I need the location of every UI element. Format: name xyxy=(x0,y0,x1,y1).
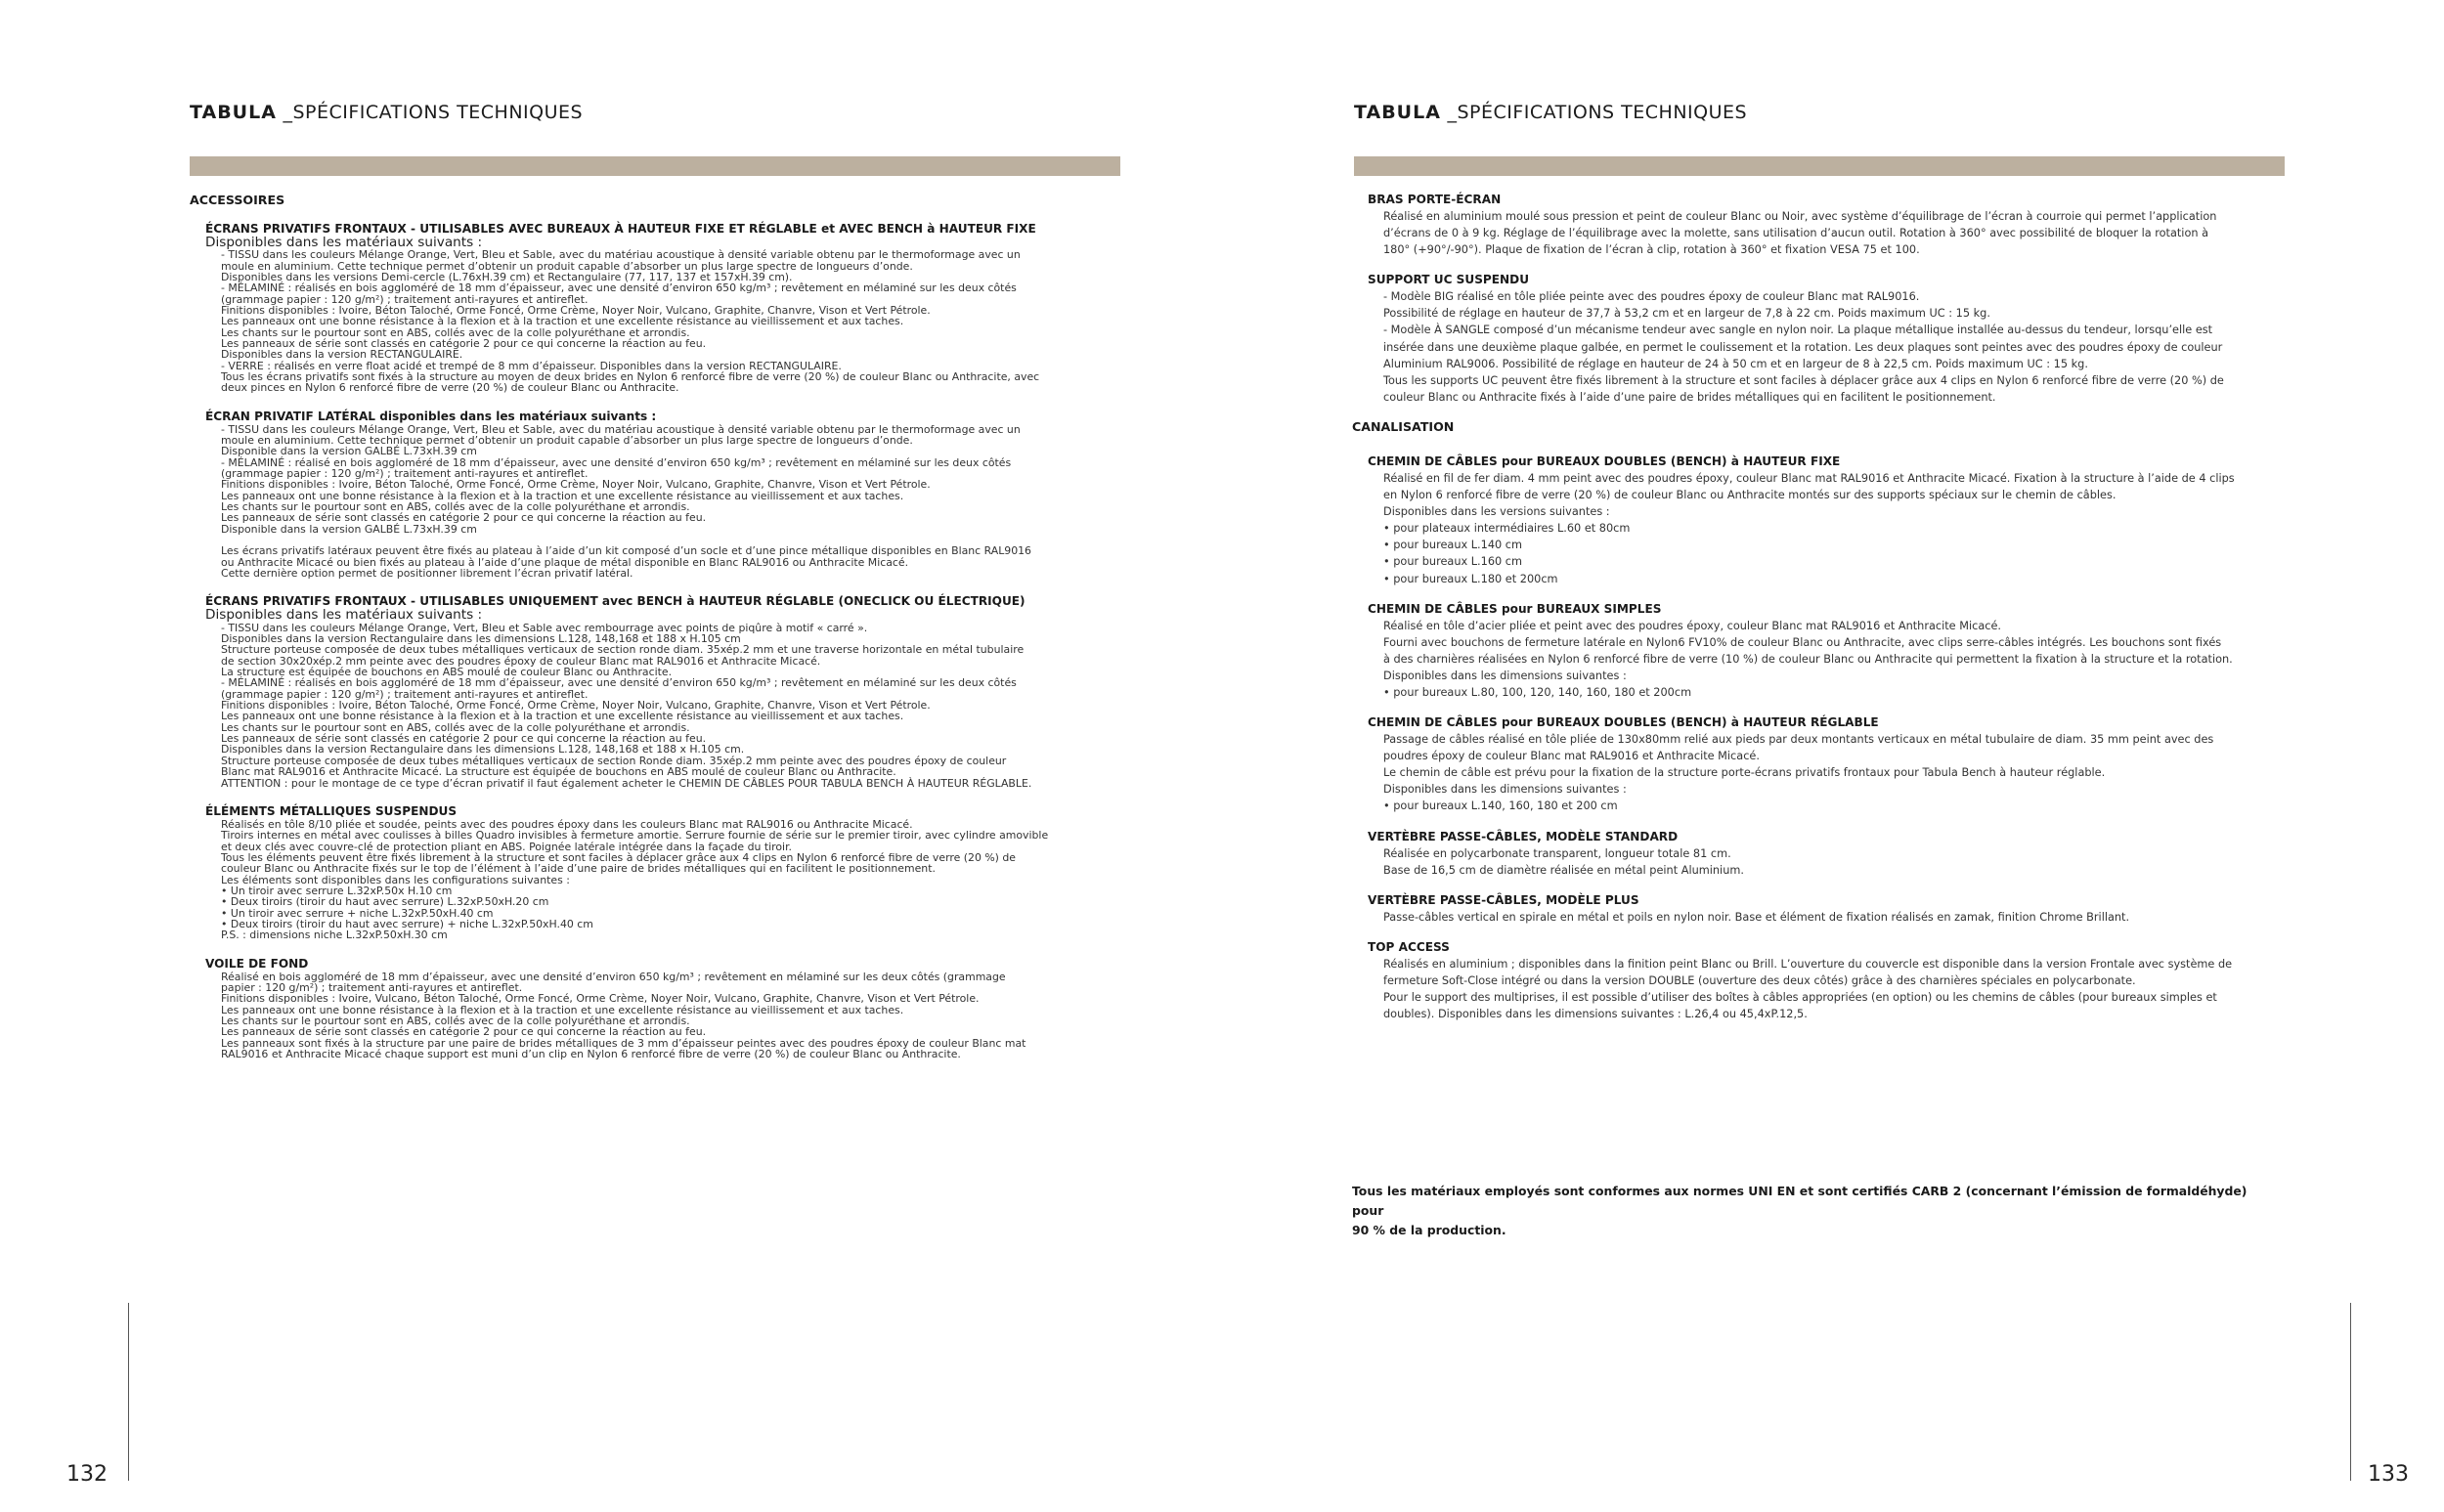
right-page-rule xyxy=(2350,1303,2351,1481)
group-body: Réalisé en aluminium moulé sous pression et peint de couleur Blanc ou Noir, avec système d’équilibrage de l’écran à courroie qui permet l’application d’écrans de 0 à 9 kg. Réglage de l’équilibrage avec la molette, sans utilisation d’aucun outil. Rotation à 360° avec possibilité de bloquer la rotation à 180° (+90°/-90°). Plaque de fixation de l’écran à clip, rotation à 360° et fixation VESA 75 et 100. xyxy=(1383,210,2217,257)
group-ecrans-frontaux xyxy=(205,221,1120,394)
group-body: Réalisée en polycarbonate transparent, longueur totale 81 cm. Base de 16,5 cm de diamètre réalisée en métal peint Aluminium. xyxy=(1383,846,1744,877)
group-title: CHEMIN DE CÂBLES pour BUREAUX DOUBLES (BENCH) à HAUTEUR FIXE xyxy=(1368,454,1841,468)
group-title: SUPPORT UC SUSPENDU xyxy=(1368,273,1530,287)
group-elements-metalliques xyxy=(205,803,1120,941)
left-page-header xyxy=(190,102,583,123)
group-vertebre-plus xyxy=(1368,892,2283,926)
page-number-right: 133 xyxy=(2368,1462,2409,1487)
group-body: Réalisé en tôle d’acier pliée et peint avec des poudres époxy, couleur Blanc mat RAL9016 et Anthracite Micacé. Fourni avec bouchons de fermeture latérale en Nylon6 FV10% de couleur Blanc ou Anthracite, avec clips serre-câbles intégrés. Les bouchons sont fixés à des charnières réalisées en Nylon 6 renforcé fibre de verre (10 %) de couleur Blanc ou Anthracite qui permettent la fixation à la structure et la rotation. Disponibles dans les dimensions suivantes : • pour bureaux L.80, 100, 120, 140, 160, 180 et 200cm xyxy=(1383,619,2233,699)
left-header-bar xyxy=(190,156,1120,176)
group-bras-porte-ecran xyxy=(1368,192,2283,258)
group-body: - TISSU dans les couleurs Mélange Orange, Vert, Bleu et Sable, avec du matériau acoustique à densité variable obtenu par le thermoformage avec un moule en aluminium. Cette technique permet d’obtenir un produit capable d’absorber un plus large spectre de longueurs d’onde. Disponible dans la version GALBÉ L.73xH.39 cm - MÉLAMINÉ : réalisé en bois aggloméré de 18 mm d’épaisseur, avec une densité d’environ 650 kg/m³ ; revêtement en mélaminé sur les deux côtés (grammage papier : 120 g/m²) ; traitement anti-rayures et antireflet. Finitions disponibles : Ivoire, Béton Taloché, Orme Foncé, Orme Crème, Noyer Noir, Vulcano, Graphite, Chanvre, Vison et Vert Pétrole. Les panneaux ont une bonne résistance à la flexion et à la traction et une excellente résistance au vieillissement et aux taches. Les chants sur le pourtour sont en ABS, collés avec de la colle polyuréthane et arrondis. Les panneaux de série sont classés en catégorie 2 pour ce qui concerne la réaction au feu. Disponible dans la version GALBÉ L.73xH.39 cm Les écrans privatifs latéraux peuvent être fixés au plateau à l’aide d’un kit composé d’un socle et d’une pince métallique disponibles en Blanc RAL9016 ou Anthracite Micacé ou bien fixés au plateau à l’aide d’une plaque de métal disponible en Blanc RAL9016 ou Anthracite Micacé. Cette dernière option permet de positionner librement l’écran privatif latéral. xyxy=(221,422,1031,581)
right-page-header xyxy=(1354,102,1747,123)
section-title-accessoires: ACCESSOIRES xyxy=(190,193,285,207)
left-content xyxy=(190,193,1120,1074)
group-body: Passage de câbles réalisé en tôle pliée de 130x80mm relié aux pieds par deux montants verticaux en métal tubulaire de diam. 35 mm peint avec des poudres époxy de couleur Blanc mat RAL9016 et Anthracite Micacé. Le chemin de câble est prévu pour la fixation de la structure porte-écrans privatifs frontaux pour Tabula Bench à hauteur réglable. Disponibles dans les dimensions suivantes : • pour bureaux L.140, 160, 180 et 200 cm xyxy=(1383,733,2214,813)
group-subtitle: Disponibles dans les matériaux suivants : xyxy=(205,235,483,250)
group-chemin-bench-fixe xyxy=(1368,454,2283,587)
group-top-access xyxy=(1368,939,2283,1022)
group-body: Réalisés en tôle 8/10 pliée et soudée, peints avec des poudres époxy dans les couleurs Blanc mat RAL9016 ou Anthracite Micacé. Tiroirs internes en métal avec coulisses à billes Quadro invisibles à fermeture amortie. Serrure fournie de série sur le premier tiroir, avec cylindre amovible et deux clés avec couvre-clé de protection pliant en ABS. Poignée latérale intégrée dans la façade du tiroir. Tous les éléments peuvent être fixés librement à la structure et sont faciles à déplacer grâce aux 4 clips en Nylon 6 renforcé fibre de verre (20 %) de couleur Blanc ou Anthracite fixés sur le top de l’élément à l’aide d’une paire de brides métalliques qui en facilitent le positionnement. Les éléments sont disponibles dans les configurations suivantes : • Un tiroir avec serrure L.32xP.50x H.10 cm • Deux tiroirs (tiroir du haut avec serrure) L.32xP.50xH.20 cm • Un tiroir avec serrure + niche L.32xP.50xH.40 cm • Deux tiroirs (tiroir du haut avec serrure) + niche L.32xP.50xH.40 cm P.S. : dimensions niche L.32xP.50xH.30 cm xyxy=(221,817,1049,942)
group-body: Réalisé en bois aggloméré de 18 mm d’épaisseur, avec une densité d’environ 650 kg/m³ ; revêtement en mélaminé sur les deux côtés (grammage papier : 120 g/m²) ; traitement anti-rayures et antireflet. Finitions disponibles : Ivoire, Vulcano, Béton Taloché, Orme Foncé, Orme Crème, Noyer Noir, Vulcano, Graphite, Chanvre, Vison et Vert Pétrole. Les panneaux ont une bonne résistance à la flexion et à la traction et une excellente résistance au vieillissement et aux taches. Les chants sur le pourtour sont en ABS, collés avec de la colle polyuréthane et arrondis. Les panneaux de série sont classés en catégorie 2 pour ce qui concerne la réaction au feu. Les panneaux sont fixés à la structure par une paire de brides métalliques de 3 mm d’épaisseur peintes avec des poudres époxy de couleur Blanc mat RAL9016 et Anthracite Micacé chaque support est muni d’un clip en Nylon 6 renforcé fibre de verre (20 %) de couleur Blanc ou Anthracite. xyxy=(221,970,1026,1061)
group-title: CHEMIN DE CÂBLES pour BUREAUX SIMPLES xyxy=(1368,601,1662,616)
group-title: VERTÈBRE PASSE-CÂBLES, MODÈLE STANDARD xyxy=(1368,829,1679,843)
certification-note: Tous les matériaux employés sont conformes aux normes UNI EN et sont certifiés CARB 2 (concernant l’émission de formaldéhyde) pour 90 % de la production. xyxy=(1352,1184,2248,1237)
group-voile-de-fond xyxy=(205,956,1120,1060)
group-support-uc xyxy=(1368,272,2283,406)
group-chemin-bench-reglable xyxy=(1368,714,2283,814)
group-ecrans-bench-reglable xyxy=(205,593,1120,788)
group-title: VOILE DE FOND xyxy=(205,956,309,971)
group-title: VERTÈBRE PASSE-CÂBLES, MODÈLE PLUS xyxy=(1368,892,1639,907)
group-body: Réalisés en aluminium ; disponibles dans la finition peint Blanc ou Brill. L’ouverture du couvercle est disponible dans la version Frontale avec système de fermeture Soft-Close intégré ou dans la version DOUBLE (ouverture des deux côtés) grâce à des charnières spéciales en polycarbonate. Pour le support des multiprises, il est possible d’utiliser des boîtes à câbles appropriées (en option) ou les chemins de câbles (pour bureaux simples et doubles). Disponibles dans les dimensions suivantes : L.26,4 ou 45,4xP.12,5. xyxy=(1383,957,2233,1021)
group-ecran-lateral xyxy=(205,409,1120,580)
group-title: ÉLÉMENTS MÉTALLIQUES SUSPENDUS xyxy=(205,803,458,818)
group-vertebre-standard xyxy=(1368,829,2283,879)
group-body: - TISSU dans les couleurs Mélange Orange, Vert, Bleu et Sable avec rembourrage avec points de piqûre à motif « carré ». Disponibles dans la version Rectangulaire dans les dimensions L.128, 148,168 et 188 x H.105 cm Structure porteuse composée de deux tubes métalliques verticaux de section ronde diam. 35xép.2 mm et une traverse horizontale en métal tubulaire de section 30x20xép.2 mm peinte avec des poudres époxy de couleur Blanc mat RAL9016 et Anthracite Micacé. La structure est équipée de bouchons en ABS moulé de couleur Blanc ou Anthracite. - MÉLAMINÉ : réalisés en bois aggloméré de 18 mm d’épaisseur, avec une densité d’environ 650 kg/m³ ; revêtement en mélaminé sur les deux côtés (grammage papier : 120 g/m²) ; traitement anti-rayures et antireflet. Finitions disponibles : Ivoire, Béton Taloché, Orme Foncé, Orme Crème, Noyer Noir, Vulcano, Graphite, Chanvre, Vison et Vert Pétrole. Les panneaux ont une bonne résistance à la flexion et à la traction et une excellente résistance au vieillissement et aux taches. Les chants sur le pourtour sont en ABS, collés avec de la colle polyuréthane et arrondis. Les panneaux de série sont classés en catégorie 2 pour ce qui concerne la réaction au feu. Disponibles dans la version Rectangulaire dans les dimensions L.128, 148,168 et 188 x H.105 cm. Structure porteuse composée de deux tubes métalliques verticaux de section Ronde diam. 35xép.2 mm peinte avec des poudres époxy de couleur Blanc mat RAL9016 et Anthracite Micacé. La structure est équipée de bouchons en ABS moulé de couleur Blanc ou Anthracite. ATTENTION : pour le montage de ce type d’écran privatif il faut également acheter le CHEMIN DE CÂBLES POUR TABULA BENCH À HAUTEUR RÉGLABLE. xyxy=(221,621,1032,790)
group-chemin-bureaux-simples xyxy=(1368,601,2283,701)
right-header-bar xyxy=(1354,156,2285,176)
header-brand: TABULA xyxy=(190,102,277,123)
header-title: _SPÉCIFICATIONS TECHNIQUES xyxy=(276,102,584,123)
header-brand: TABULA xyxy=(1354,102,1441,123)
group-title: ÉCRANS PRIVATIFS FRONTAUX - UTILISABLES UNIQUEMENT avec BENCH à HAUTEUR RÉGLABLE (ONECLICK OU ÉLECTRIQUE) xyxy=(205,594,1026,609)
header-title: _SPÉCIFICATIONS TECHNIQUES xyxy=(1440,102,1748,123)
group-title: TOP ACCESS xyxy=(1368,939,1450,954)
group-body: - TISSU dans les couleurs Mélange Orange, Vert, Bleu et Sable, avec du matériau acoustique à densité variable obtenu par le thermoformage avec un moule en aluminium. Cette technique permet d’obtenir un produit capable d’absorber un plus large spectre de longueurs d’onde. Disponibles dans les versions Demi-cercle (L.76xH.39 cm) et Rectangulaire (77, 117, 137 et 157xH.39 cm). - MÉLAMINÉ : réalisés en bois aggloméré de 18 mm d’épaisseur, avec une densité d’environ 650 kg/m³ ; revêtement en mélaminé sur les deux côtés (grammage papier : 120 g/m²) ; traitement anti-rayures et antireflet. Finitions disponibles : Ivoire, Béton Taloché, Orme Foncé, Orme Crème, Noyer Noir, Vulcano, Graphite, Chanvre, Vison et Vert Pétrole. Les panneaux ont une bonne résistance à la flexion et à la traction et une excellente résistance au vieillissement et aux taches. Les chants sur le pourtour sont en ABS, collés avec de la colle polyuréthane et arrondis. Les panneaux de série sont classés en catégorie 2 pour ce qui concerne la réaction au feu. Disponibles dans la version RECTANGULAIRE. - VERRE : réalisés en verre float acidé et trempé de 8 mm d’épaisseur. Disponibles dans la version RECTANGULAIRE. Tous les écrans privatifs sont fixés à la structure au moyen de deux brides en Nylon 6 renforcé fibre de verre (20 %) de couleur Blanc ou Anthracite, avec deux pinces en Nylon 6 renforcé fibre de verre (20 %) de couleur Blanc ou Anthracite. xyxy=(221,248,1040,395)
section-title-canalisation: CANALISATION xyxy=(1352,418,1455,434)
right-content xyxy=(1352,192,2283,1036)
group-body: - Modèle BIG réalisé en tôle pliée peinte avec des poudres époxy de couleur Blanc mat RAL9016. Possibilité de réglage en hauteur de 37,7 à 53,2 cm et en largeur de 7,8 à 22 cm. Poids maximum UC : 15 kg. - Modèle À SANGLE composé d’un mécanisme tendeur avec sangle en nylon noir. La plaque métallique installée au-dessus du tendeur, lorsqu’elle est insérée dans une deuxième plaque galbée, en permet le coulissement et la rotation. Les deux plaques sont peintes avec des poudres époxy de couleur Aluminium RAL9006. Possibilité de réglage en hauteur de 24 à 50 cm et en largeur de 8 à 22,5 cm. Poids maximum UC : 15 kg. Tous les supports UC peuvent être fixés librement à la structure et sont faciles à déplacer grâce aux 4 clips en Nylon 6 renforcé fibre de verre (20 %) de couleur Blanc ou Anthracite fixés à l’aide d’une paire de brides métalliques qui en facilitent le positionnement. xyxy=(1383,290,2224,404)
group-subtitle: Disponibles dans les matériaux suivants : xyxy=(205,607,483,624)
left-page-rule xyxy=(128,1303,129,1481)
group-title: ÉCRAN PRIVATIF LATÉRAL disponibles dans les matériaux suivants : xyxy=(205,409,657,423)
group-title: BRAS PORTE-ÉCRAN xyxy=(1368,193,1502,206)
group-body: Réalisé en fil de fer diam. 4 mm peint avec des poudres époxy, couleur Blanc mat RAL9016 et Anthracite Micacé. Fixation à la structure à l’aide de 4 clips en Nylon 6 renforcé fibre de verre (20 %) de couleur Blanc ou Anthracite montés sur des supports spéciaux sur le chemin de câbles. Disponibles dans les versions suivantes : • pour plateaux intermédiaires L.60 et 80cm • pour bureaux L.140 cm • pour bureaux L.160 cm • pour bureaux L.180 et 200cm xyxy=(1383,471,2235,585)
group-title: CHEMIN DE CÂBLES pour BUREAUX DOUBLES (BENCH) à HAUTEUR RÉGLABLE xyxy=(1368,715,1879,730)
group-body: Passe-câbles vertical en spirale en métal et poils en nylon noir. Base et élément de fixation réalisés en zamak, finition Chrome Brillant. xyxy=(1383,910,2130,924)
group-title: ÉCRANS PRIVATIFS FRONTAUX - UTILISABLES AVEC BUREAUX À HAUTEUR FIXE ET RÉGLABLE et AVEC BENCH à HAUTEUR FIXE xyxy=(205,222,1036,236)
page-number-left: 132 xyxy=(66,1462,108,1487)
